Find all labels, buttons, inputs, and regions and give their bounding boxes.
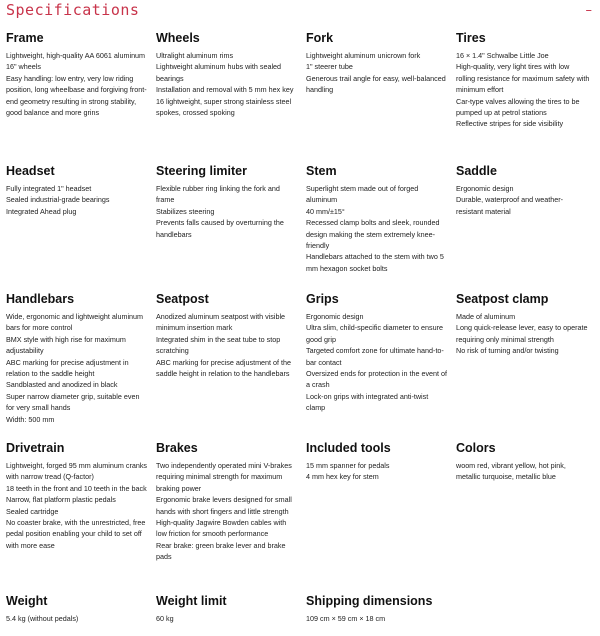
spec-detail: Installation and removal with 5 mm hex key	[156, 85, 294, 95]
spec-detail: Super narrow diameter grip, suitable even for very small hands	[6, 391, 140, 413]
spec-detail: Lightweight aluminum unicrown fork	[306, 51, 421, 60]
spec-title: Seatpost	[156, 292, 209, 306]
spec-detail: Ergonomic design	[456, 184, 514, 193]
spec-detail: Sealed industrial-grade bearings	[6, 195, 110, 205]
spec-item	[156, 31, 306, 164]
spec-detail: Lightweight, high-quality AA 6061 aluminum	[6, 51, 146, 60]
spec-detail: Made of aluminum	[456, 312, 516, 321]
spec-detail: 40 mm/±15°	[306, 206, 345, 216]
spec-detail: Long quick-release lever, easy to operate requiring only minimal strength	[456, 323, 588, 344]
spec-detail: Two independently operated mini V-brakes requiring minimal strength for maximum braking power	[156, 461, 292, 493]
spec-detail: Flexible rubber ring linking the fork and frame	[156, 184, 280, 205]
spec-detail: High-quality, very light tires with low rolling resistance for maximum safety with minimum effort	[456, 62, 590, 95]
spec-detail: Prevents falls caused by overturning the handlebars	[156, 218, 284, 239]
spec-item	[6, 164, 156, 292]
spec-title: Weight limit	[156, 594, 227, 608]
spec-detail: BMX style with high rise for maximum adjustability	[6, 334, 126, 356]
spec-title: Headset	[6, 164, 55, 178]
spec-detail: Narrow, flat platform plastic pedals	[6, 495, 116, 505]
spec-title: Colors	[456, 441, 496, 455]
spec-detail: Fully integrated 1" headset	[6, 184, 92, 193]
spec-detail: Sandblasted and anodized in black	[6, 380, 118, 390]
spec-detail: Stabilizes steering	[156, 206, 215, 216]
spec-detail: Oversized ends for protection in the event of a crash	[306, 369, 448, 390]
spec-detail: Targeted comfort zone for ultimate hand-to-bar contact	[306, 346, 444, 367]
spec-item	[306, 292, 456, 441]
spec-item	[156, 594, 306, 634]
spec-item	[456, 164, 598, 292]
spec-item	[306, 164, 456, 292]
spec-item	[306, 441, 456, 594]
spec-detail: Lightweight aluminum hubs with sealed bearings	[156, 62, 282, 83]
spec-title: Stem	[306, 164, 337, 178]
spec-detail: Car-type valves allowing the tires to be pumped up at petrol stations	[456, 96, 580, 118]
spec-detail: Wide, ergonomic and lightweight aluminum bars for more control	[6, 312, 144, 333]
spec-item	[156, 292, 306, 441]
spec-detail: Rear brake: green brake lever and brake pads	[156, 540, 286, 562]
spec-detail: Anodized aluminum seatpost with visible minimum insertion mark	[156, 312, 286, 333]
spec-detail: ABC marking for precise adjustment in relation to the saddle height	[6, 357, 129, 379]
spec-title: Frame	[6, 31, 44, 45]
spec-detail: Superlight stem made out of forged aluminum	[306, 184, 419, 205]
spec-detail: Integrated Ahead plug	[6, 206, 77, 216]
spec-detail: Width: 500 mm	[6, 414, 55, 424]
spec-detail: 16 lightweight, super strong stainless steel spokes, crossed spoking	[156, 96, 292, 118]
spec-title: Handlebars	[6, 292, 75, 306]
spec-detail: No risk of turning and/or twisting	[456, 346, 559, 356]
spec-detail: Lightweight, forged 95 mm aluminum cranks with narrow tread (Q-factor)	[6, 461, 148, 482]
collapse-icon[interactable]: –	[585, 3, 592, 18]
spec-title: Tires	[456, 31, 486, 45]
spec-title: Seatpost clamp	[456, 292, 549, 306]
spec-detail: 15 mm spanner for pedals	[306, 461, 390, 470]
spec-detail: Generous trail angle for easy, well-balanced handling	[306, 73, 446, 95]
spec-detail: 18 teeth in the front and 10 teeth in the back	[6, 483, 147, 493]
spec-title: Steering limiter	[156, 164, 247, 178]
spec-detail: Ultralight aluminum rims	[156, 51, 234, 60]
spec-detail: 109 cm × 59 cm × 18 cm	[306, 614, 386, 623]
spec-detail: 5.4 kg (without pedals)	[6, 614, 79, 623]
spec-item	[156, 164, 306, 292]
spec-item	[456, 292, 598, 441]
spec-title: Fork	[306, 31, 334, 45]
section-title: Specifications	[6, 1, 140, 19]
specifications-header[interactable]	[0, 0, 600, 22]
spec-item	[156, 441, 306, 594]
spec-item	[456, 441, 598, 594]
spec-detail: Recessed clamp bolts and sleek, rounded design making the stem extremely knee-friendly	[306, 218, 440, 251]
spec-detail: woom red, vibrant yellow, hot pink, metallic turquoise, metallic blue	[456, 461, 566, 482]
spec-detail: 4 mm hex key for stem	[306, 472, 379, 482]
spec-item	[306, 594, 456, 634]
spec-detail: Reflective stripes for side visibility	[456, 119, 564, 129]
spec-detail: ABC marking for precise adjustment of the saddle height in relation to the handlebars	[156, 357, 292, 379]
spec-title: Weight	[6, 594, 48, 608]
spec-detail: Integrated shim in the seat tube to stop scratching	[156, 334, 281, 356]
spec-detail: Durable, waterproof and weather-resistant material	[456, 195, 564, 216]
specifications-grid	[6, 31, 598, 634]
spec-title: Shipping dimensions	[306, 594, 433, 608]
spec-item	[6, 594, 156, 634]
spec-detail: 1" steerer tube	[306, 62, 353, 72]
spec-item	[456, 594, 598, 634]
spec-item	[6, 31, 156, 164]
spec-detail: 16 × 1.4" Schwalbe Little Joe	[456, 51, 549, 60]
spec-detail: Ergonomic brake levers designed for small hands with short fingers and little strength	[156, 495, 292, 516]
spec-detail: Lock-on grips with integrated anti-twist clamp	[306, 391, 429, 413]
spec-detail: 60 kg	[156, 614, 174, 623]
spec-title: Drivetrain	[6, 441, 65, 455]
spec-item	[306, 31, 456, 164]
spec-item	[6, 441, 156, 594]
spec-title: Included tools	[306, 441, 391, 455]
spec-title: Grips	[306, 292, 339, 306]
spec-title: Brakes	[156, 441, 198, 455]
spec-item	[456, 31, 598, 164]
spec-detail: 16" wheels	[6, 62, 41, 72]
spec-item	[6, 292, 156, 441]
spec-detail: Ergonomic design	[306, 312, 364, 321]
spec-title: Wheels	[156, 31, 200, 45]
spec-detail: Easy handling: low entry, very low riding position, long wheelbase and forgiving front-end geometry resulting in strong stability, good balance and more grins	[6, 73, 147, 118]
spec-title: Saddle	[456, 164, 497, 178]
spec-detail: Sealed cartridge	[6, 506, 59, 516]
spec-detail: Ultra slim, child-specific diameter to ensure good grip	[306, 323, 444, 344]
spec-detail: No coaster brake, with the unrestricted, free pedal position enabling your child to set off with more ease	[6, 518, 146, 550]
spec-detail: Handlebars attached to the stem with two 5 mm hexagon socket bolts	[306, 252, 444, 273]
spec-detail: High-quality Jagwire Bowden cables with low friction for smooth performance	[156, 518, 287, 539]
